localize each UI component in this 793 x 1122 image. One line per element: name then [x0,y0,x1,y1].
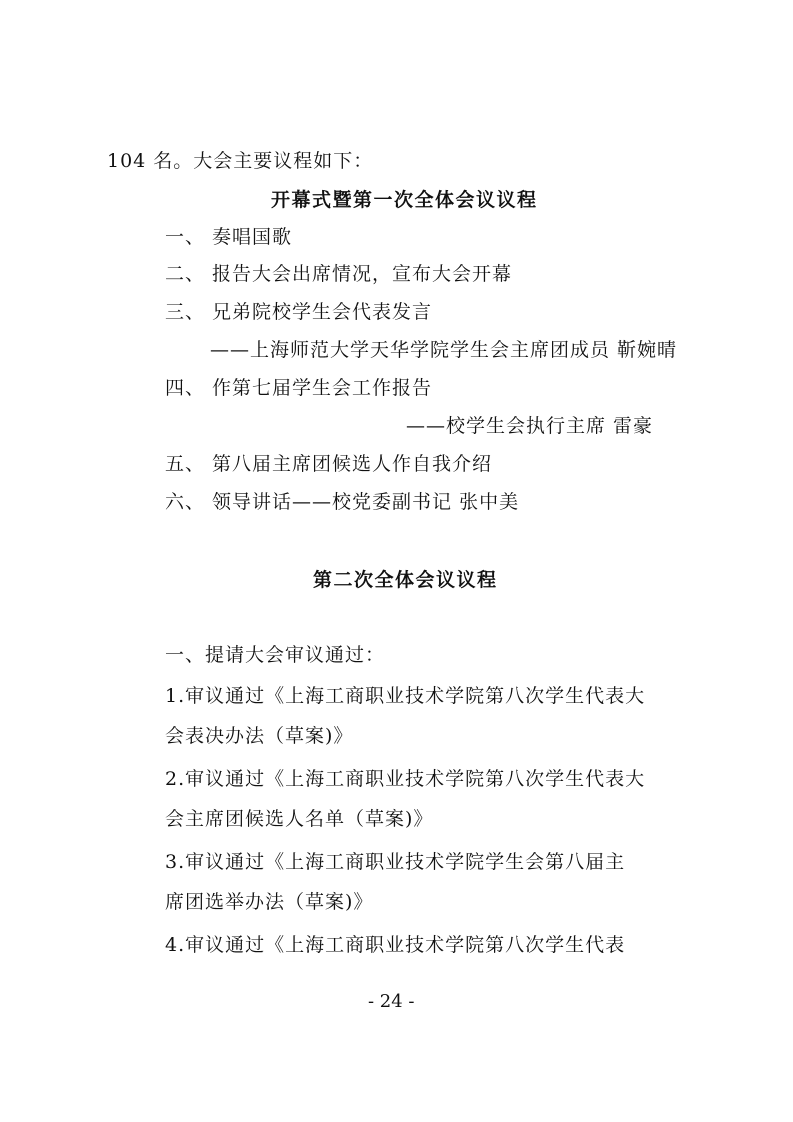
agenda2-item-2: 2.审议通过《上海工商职业技术学院第八次学生代表大 [165,768,646,790]
agenda-item-3-speaker: ——上海师范大学天华学院学生会主席团成员 靳婉晴 [210,339,678,361]
agenda2-item-4: 4.审议通过《上海工商职业技术学院第八次学生代表 [165,934,626,956]
agenda-item-2: 二、 报告大会出席情况，宣布大会开幕 [165,263,513,285]
agenda-item-3: 三、 兄弟院校学生会代表发言 [165,301,433,323]
agenda-item-4-speaker: ——校学生会执行主席 雷豪 [406,415,654,437]
agenda2-item-3-cont: 席团选举办法（草案)》 [165,891,374,913]
agenda-item-1: 一、 奏唱国歌 [165,226,293,248]
agenda-item-4: 四、 作第七届学生会工作报告 [165,377,433,399]
agenda2-item-2-cont: 会主席团候选人名单（草案)》 [165,808,434,830]
agenda2-item-heading: 一、提请大会审议通过： [165,644,386,666]
agenda-item-5: 五、 第八届主席团候选人作自我介绍 [165,453,493,475]
page-number: - 24 - [368,991,415,1012]
section-2-title: 第二次全体会议议程 [313,569,498,591]
agenda2-item-1: 1.审议通过《上海工商职业技术学院第八次学生代表大 [165,685,646,707]
intro-text: 104 名。大会主要议程如下： [107,150,374,172]
section-1-title: 开幕式暨第一次全体会议议程 [271,189,538,211]
agenda-item-6: 六、 领导讲话——校党委副书记 张中美 [165,491,520,513]
agenda2-item-3: 3.审议通过《上海工商职业技术学院学生会第八届主 [165,851,626,873]
agenda2-item-1-cont: 会表决办法（草案)》 [165,725,354,747]
